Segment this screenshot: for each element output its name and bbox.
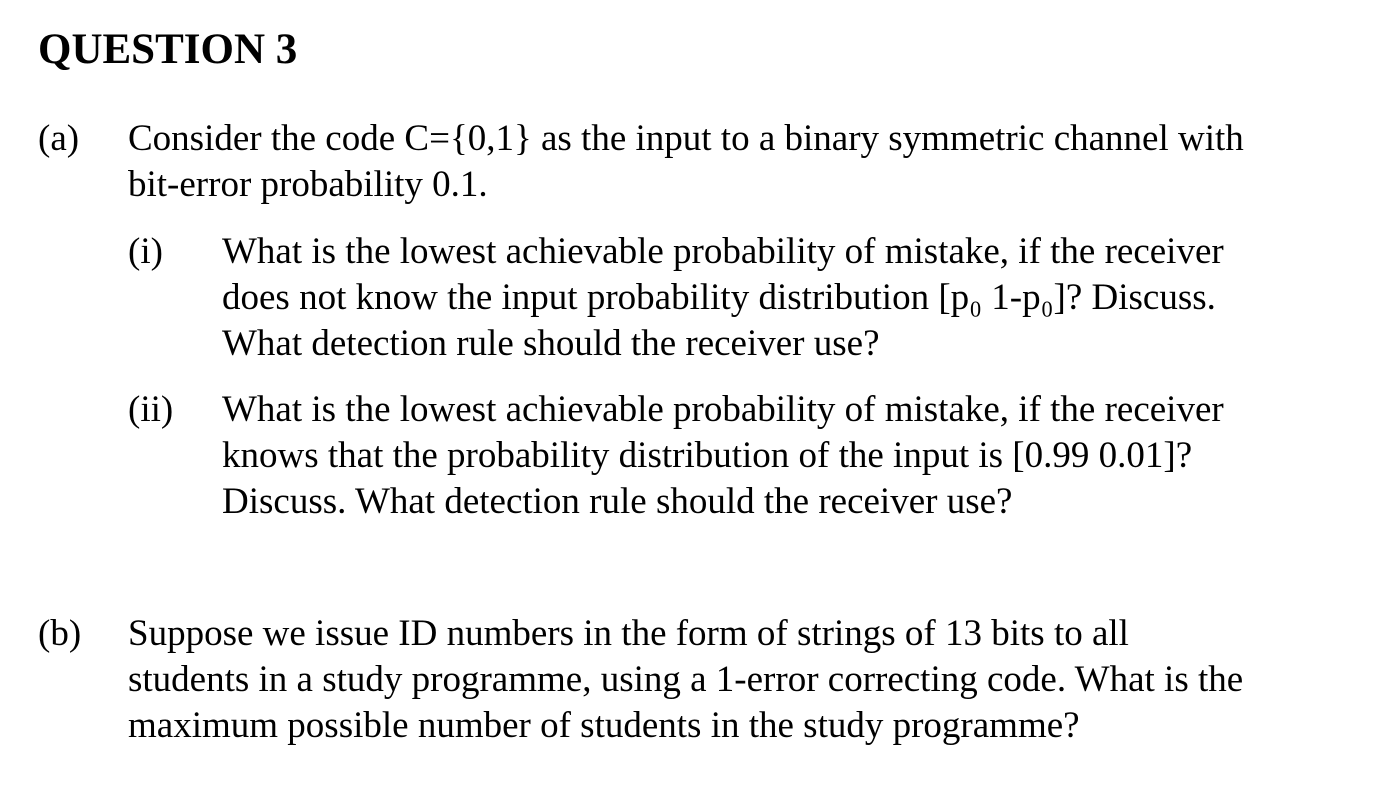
part-a-line: Consider the code C={0,1} as the input to a binary symmetric channel with [128, 118, 1244, 159]
part-b-line: Suppose we issue ID numbers in the form of strings of 13 bits to all [128, 613, 1129, 654]
sub-ii-text [222, 387, 1342, 525]
part-a-text [128, 116, 1358, 208]
sub-ii-line: knows that the probability distribution of the input is [0.99 0.01]? [222, 435, 1193, 476]
sub-ii-line: What is the lowest achievable probability of mistake, if the receiver [222, 389, 1224, 430]
sub-i-line: What is the lowest achievable probability of mistake, if the receiver [222, 231, 1224, 272]
sub-i-line: What detection rule should the receiver use? [222, 323, 880, 364]
sub-ii-line: Discuss. What detection rule should the receiver use? [222, 481, 1013, 522]
part-b-line: maximum possible number of students in the study programme? [128, 705, 1080, 746]
question-title: QUESTION 3 [38, 26, 298, 73]
sub-i-label: (i) [128, 231, 163, 272]
sub-ii-label: (ii) [128, 389, 174, 430]
part-a-label: (a) [38, 118, 80, 159]
part-b-label: (b) [38, 613, 82, 654]
sub-i-text [222, 229, 1342, 367]
part-b-text [128, 611, 1358, 749]
part-a-line: bit-error probability 0.1. [128, 164, 488, 205]
part-b-line: students in a study programme, using a 1-error correcting code. What is the [128, 659, 1244, 700]
sub-i-line: does not know the input probability distribution [p₀ 1-p₀]? Discuss. [222, 277, 1216, 318]
